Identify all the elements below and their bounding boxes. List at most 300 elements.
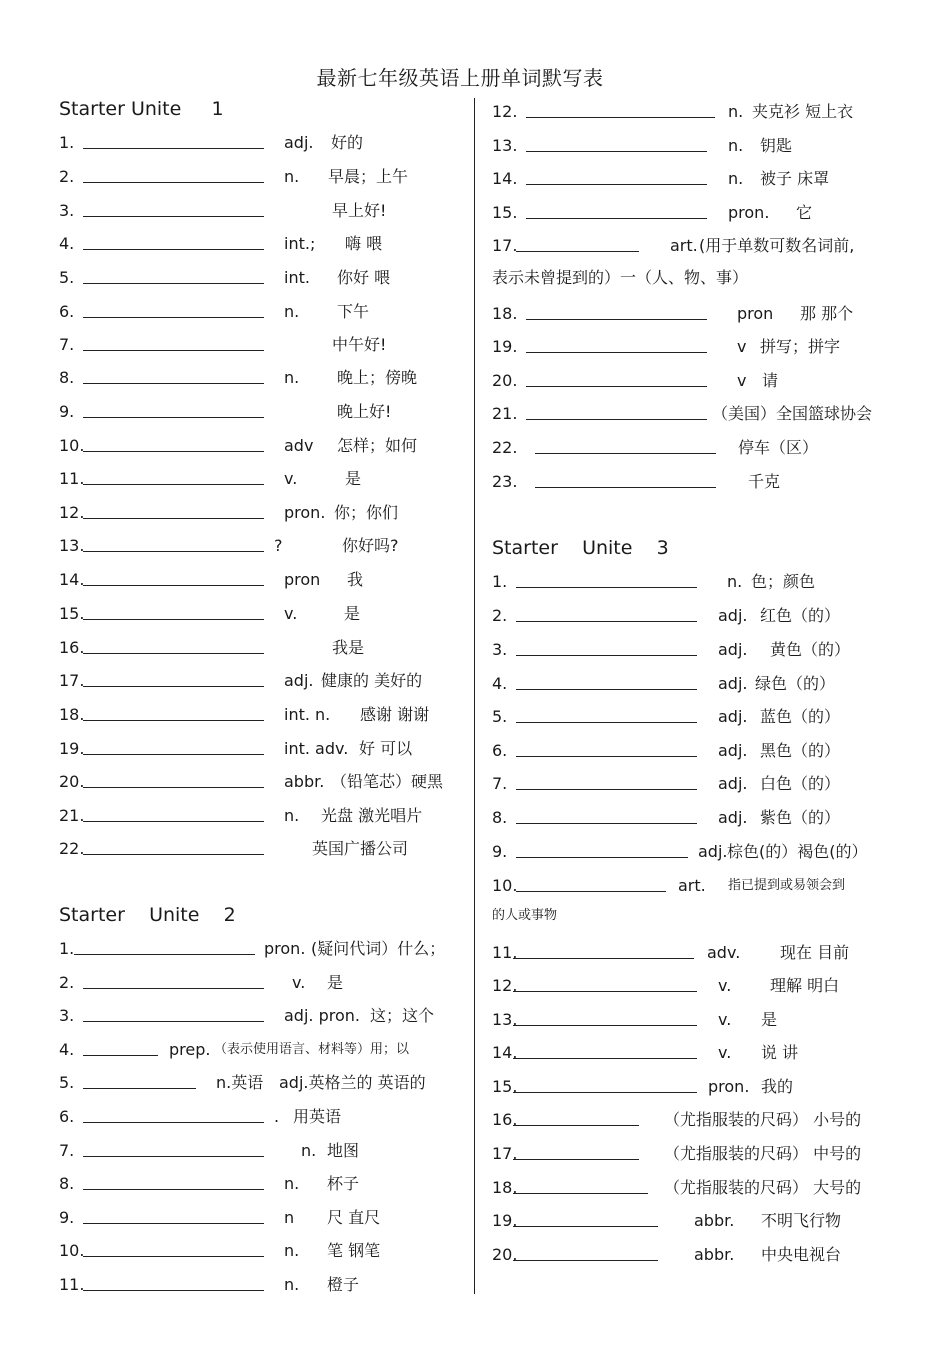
word-row [492, 1075, 912, 1099]
part-of-speech: n. [284, 167, 300, 186]
definition: 被子 床罩 [760, 169, 830, 188]
answer-blank[interactable] [83, 451, 264, 452]
part-of-speech: n. [301, 1141, 317, 1160]
definition: 夹克衫 短上衣 [752, 102, 854, 121]
item-number: 15. [492, 1077, 518, 1096]
item-number: 7. [492, 774, 508, 793]
answer-blank[interactable] [513, 1226, 658, 1227]
item-number: 14. [59, 570, 85, 589]
answer-blank[interactable] [516, 756, 697, 757]
word-row [59, 737, 464, 761]
definition: 红色（的） [760, 606, 841, 625]
answer-blank[interactable] [83, 249, 264, 250]
item-number: 8. [492, 808, 508, 827]
word-row [492, 1176, 912, 1200]
word-row [492, 806, 912, 830]
word-row [59, 669, 464, 693]
item-number: 20. [59, 772, 85, 791]
definition: （尤指服装的尺码） 大号的 [664, 1178, 862, 1197]
item-number: 1. [59, 939, 75, 958]
definition: 健康的 美好的 [321, 671, 423, 690]
word-row [59, 568, 464, 592]
part-of-speech: v [737, 371, 747, 390]
word-row [59, 1206, 464, 1230]
definition: （尤指服装的尺码） 小号的 [664, 1110, 862, 1129]
part-of-speech: pron. [728, 203, 770, 222]
definition: 笔 钢笔 [327, 1241, 381, 1260]
item-number: 13. [492, 136, 518, 155]
word-row [59, 971, 464, 995]
answer-blank[interactable] [83, 585, 264, 586]
answer-blank[interactable] [83, 283, 264, 284]
word-row [59, 1139, 464, 1163]
definition: 好的 [331, 133, 364, 152]
item-number: 12. [492, 976, 518, 995]
word-row [492, 1108, 912, 1132]
definition: 黄色（的） [770, 640, 851, 659]
item-number: 12. [492, 102, 518, 121]
definition: 拼写；拼字 [760, 337, 841, 356]
word-row [59, 199, 464, 223]
item-number: 20. [492, 1245, 518, 1264]
part-of-speech: v. [718, 1010, 732, 1029]
part-of-speech: adj. [718, 774, 748, 793]
definition: 地图 [327, 1141, 360, 1160]
answer-blank[interactable] [516, 587, 697, 588]
word-row [492, 638, 912, 662]
definition: 钥匙 [760, 136, 793, 155]
item-number: 17. [492, 236, 518, 255]
definition: 你好 喂 [337, 268, 391, 287]
item-number: 17. [59, 671, 85, 690]
word-row [492, 470, 912, 494]
answer-blank[interactable] [83, 551, 264, 552]
answer-blank[interactable] [526, 117, 715, 118]
answer-blank[interactable] [74, 954, 255, 955]
item-number: 6. [59, 302, 75, 321]
definition: 请 [762, 371, 779, 390]
definition: 英国广播公司 [312, 839, 409, 858]
part-of-speech: v [737, 337, 747, 356]
definition: 我 [347, 570, 364, 589]
item-number: 3. [59, 1006, 75, 1025]
word-row [59, 1038, 464, 1062]
word-row [492, 974, 912, 998]
answer-blank[interactable] [516, 823, 697, 824]
answer-blank[interactable] [526, 386, 707, 387]
definition: 这；这个 [370, 1006, 435, 1025]
part-of-speech: int. [284, 268, 310, 287]
definition: 你；你们 [334, 503, 399, 522]
definition: adj.英格兰的 英语的 [279, 1073, 426, 1092]
definition: 用英语 [293, 1107, 342, 1126]
answer-blank[interactable] [83, 1055, 158, 1056]
part-of-speech: n. [727, 572, 743, 591]
item-number: 14. [492, 169, 518, 188]
word-row [492, 436, 912, 460]
item-number: 22. [492, 438, 518, 457]
word-row [59, 804, 464, 828]
answer-blank[interactable] [513, 991, 697, 992]
part-of-speech: n. [284, 368, 300, 387]
part-of-speech: ? [274, 536, 283, 555]
part-of-speech: adj. pron. [284, 1006, 360, 1025]
part-of-speech: n. [728, 136, 744, 155]
definition-continued: 表示未曾提到的）一（人、物、事） [492, 268, 749, 287]
answer-blank[interactable] [83, 720, 264, 721]
answer-blank[interactable] [513, 1260, 658, 1261]
part-of-speech: prep. [169, 1040, 211, 1059]
word-row [59, 602, 464, 626]
word-row [59, 1273, 464, 1297]
definition: 好 可以 [359, 739, 413, 758]
answer-blank[interactable] [83, 754, 264, 755]
word-row [59, 636, 464, 660]
definition-continued: 的人或事物 [492, 908, 558, 923]
word-row [492, 1209, 912, 1233]
item-number: 10. [59, 1241, 85, 1260]
item-number: 8. [59, 1174, 75, 1193]
answer-blank[interactable] [526, 319, 707, 320]
item-number: 15. [492, 203, 518, 222]
part-of-speech: v. [718, 976, 732, 995]
item-number: 2. [59, 167, 75, 186]
part-of-speech: int. n. [284, 705, 331, 724]
part-of-speech: int. adv. [284, 739, 349, 758]
part-of-speech: n.英语 [216, 1073, 264, 1092]
answer-blank[interactable] [83, 1088, 196, 1089]
part-of-speech: adj. [718, 707, 748, 726]
part-of-speech: adj. [718, 808, 748, 827]
word-row [492, 941, 912, 965]
answer-blank[interactable] [83, 317, 264, 318]
word-row [59, 703, 464, 727]
answer-blank[interactable] [83, 854, 264, 855]
item-number: 1. [59, 133, 75, 152]
part-of-speech: n. [284, 806, 300, 825]
definition: 中央电视台 [761, 1245, 842, 1264]
item-number: 21. [59, 806, 85, 825]
answer-blank[interactable] [535, 453, 716, 454]
part-of-speech: n. [728, 102, 744, 121]
item-number: 2. [492, 606, 508, 625]
word-row [492, 1008, 912, 1032]
word-row [59, 400, 464, 424]
answer-blank[interactable] [535, 487, 716, 488]
answer-blank[interactable] [513, 1025, 697, 1026]
item-number: 10. [59, 436, 85, 455]
item-number: 6. [59, 1107, 75, 1126]
part-of-speech: adj. [284, 671, 314, 690]
answer-blank[interactable] [83, 216, 264, 217]
definition: 指已提到或易领会到 [728, 878, 846, 893]
word-row [492, 1243, 912, 1267]
word-row [492, 1041, 912, 1065]
word-row [59, 434, 464, 458]
item-number: 4. [59, 234, 75, 253]
item-number: 13. [492, 1010, 518, 1029]
part-of-speech: n. [728, 169, 744, 188]
word-row [492, 604, 912, 628]
part-of-speech: n. [284, 1241, 300, 1260]
answer-blank[interactable] [83, 653, 264, 654]
definition: 怎样；如何 [337, 436, 418, 455]
definition: 是 [327, 973, 344, 992]
answer-blank[interactable] [516, 251, 639, 252]
item-number: 12. [59, 503, 85, 522]
answer-blank[interactable] [83, 383, 264, 384]
answer-blank[interactable] [516, 789, 697, 790]
word-row [59, 534, 464, 558]
word-row [59, 1239, 464, 1263]
word-row [59, 837, 464, 861]
item-number: 14. [492, 1043, 518, 1062]
word-row [59, 1071, 464, 1095]
word-row [492, 234, 912, 258]
section-heading: Starter Unite 2 [59, 904, 236, 926]
answer-blank[interactable] [516, 891, 666, 892]
answer-blank[interactable] [516, 621, 697, 622]
word-row [492, 302, 912, 326]
answer-blank[interactable] [513, 1193, 648, 1194]
item-number: 21. [492, 404, 518, 423]
definition: 尺 直尺 [327, 1208, 381, 1227]
item-number: 1. [492, 572, 508, 591]
definition: 绿色（的） [755, 674, 836, 693]
word-row [492, 100, 912, 124]
definition: 晚上；傍晚 [337, 368, 418, 387]
part-of-speech: pron. [708, 1077, 750, 1096]
part-of-speech: pron [737, 304, 774, 323]
item-number: 11. [492, 943, 518, 962]
answer-blank[interactable] [526, 151, 707, 152]
answer-blank[interactable] [83, 988, 264, 989]
page-title: 最新七年级英语上册单词默写表 [316, 66, 604, 90]
definition: 感谢 谢谢 [360, 705, 430, 724]
item-number: 17. [492, 1144, 518, 1163]
item-number: 3. [59, 201, 75, 220]
part-of-speech: adj. [284, 133, 314, 152]
definition: 你好吗? [342, 536, 399, 555]
word-row [59, 131, 464, 155]
item-number: 9. [59, 1208, 75, 1227]
item-number: 13. [59, 536, 85, 555]
word-row [59, 1004, 464, 1028]
answer-blank[interactable] [83, 148, 264, 149]
answer-blank[interactable] [83, 1256, 264, 1257]
part-of-speech: pron. [284, 503, 326, 522]
definition: 光盘 激光唱片 [321, 806, 423, 825]
answer-blank[interactable] [83, 1290, 264, 1291]
part-of-speech: n. [284, 302, 300, 321]
part-of-speech: n [284, 1208, 295, 1227]
answer-blank[interactable] [83, 821, 264, 822]
answer-blank[interactable] [516, 857, 688, 858]
part-of-speech: adv [284, 436, 314, 455]
definition: 停车（区） [738, 438, 819, 457]
answer-blank[interactable] [83, 484, 264, 485]
part-of-speech: adj. [718, 741, 748, 760]
word-row [59, 300, 464, 324]
definition: 早上好! [332, 201, 387, 220]
definition: 橙子 [327, 1275, 360, 1294]
answer-blank[interactable] [526, 184, 707, 185]
item-number: 18. [492, 1178, 518, 1197]
item-number: 3. [492, 640, 508, 659]
definition: 色；颜色 [751, 572, 816, 591]
definition: 它 [796, 203, 813, 222]
definition: 现在 目前 [780, 943, 850, 962]
part-of-speech: v. [284, 604, 298, 623]
answer-blank[interactable] [516, 722, 697, 723]
word-row [492, 1142, 912, 1166]
answer-blank[interactable] [83, 182, 264, 183]
item-number: 15. [59, 604, 85, 623]
item-number: 5. [59, 1073, 75, 1092]
definition: （表示使用语言、材料等）用；以 [214, 1042, 410, 1057]
definition: (用于单数可数名词前, [699, 236, 855, 255]
word-row [59, 1172, 464, 1196]
definition: 我的 [761, 1077, 794, 1096]
item-number: 6. [492, 741, 508, 760]
part-of-speech: abbr. [694, 1245, 735, 1264]
part-of-speech: int.; [284, 234, 316, 253]
word-row [492, 570, 912, 594]
section-heading: Starter Unite 3 [492, 537, 669, 559]
part-of-speech: n. [284, 1174, 300, 1193]
word-row [492, 874, 912, 898]
answer-blank[interactable] [516, 655, 697, 656]
word-row [59, 232, 464, 256]
answer-blank[interactable] [513, 958, 694, 959]
word-row [59, 770, 464, 794]
item-number: 4. [492, 674, 508, 693]
item-number: 11. [59, 1275, 85, 1294]
definition: 杯子 [327, 1174, 360, 1193]
word-row [59, 366, 464, 390]
item-number: 7. [59, 335, 75, 354]
word-row [59, 266, 464, 290]
answer-blank[interactable] [83, 1189, 264, 1190]
answer-blank[interactable] [83, 787, 264, 788]
part-of-speech: adv. [707, 943, 741, 962]
answer-blank[interactable] [83, 1156, 264, 1157]
item-number: 18. [59, 705, 85, 724]
column-divider [474, 98, 475, 1294]
item-number: 11. [59, 469, 85, 488]
answer-blank[interactable] [526, 419, 707, 420]
part-of-speech: n. [284, 1275, 300, 1294]
answer-blank[interactable] [83, 1122, 264, 1123]
word-row [59, 501, 464, 525]
part-of-speech: v. [292, 973, 306, 992]
definition: （尤指服装的尺码） 中号的 [664, 1144, 862, 1163]
definition: （美国）全国篮球协会 [712, 404, 873, 423]
answer-blank[interactable] [83, 518, 264, 519]
answer-blank[interactable] [83, 1223, 264, 1224]
part-of-speech: . [274, 1107, 280, 1126]
part-of-speech: pron. [264, 939, 306, 958]
answer-blank[interactable] [516, 689, 697, 690]
word-row [492, 705, 912, 729]
answer-blank[interactable] [513, 1058, 697, 1059]
word-row [492, 840, 912, 864]
answer-blank[interactable] [83, 686, 264, 687]
definition: 嗨 喂 [345, 234, 383, 253]
answer-blank[interactable] [526, 352, 707, 353]
answer-blank[interactable] [83, 417, 264, 418]
definition: 不明飞行物 [761, 1211, 842, 1230]
word-row [492, 201, 912, 225]
definition: 黑色（的） [760, 741, 841, 760]
section-heading: Starter Unite 1 [59, 98, 224, 120]
definition: 棕色(的）褐色(的） [727, 842, 868, 861]
item-number: 19. [492, 1211, 518, 1230]
word-row [59, 333, 464, 357]
word-row [492, 402, 912, 426]
item-number: 19. [59, 739, 85, 758]
definition: 千克 [748, 472, 781, 491]
word-row [492, 772, 912, 796]
item-number: 20. [492, 371, 518, 390]
answer-blank[interactable] [526, 218, 707, 219]
definition: （铅笔芯）硬黑 [331, 772, 444, 791]
item-number: 9. [492, 842, 508, 861]
word-row [59, 937, 464, 961]
word-row [492, 134, 912, 158]
answer-blank[interactable] [83, 619, 264, 620]
answer-blank[interactable] [83, 350, 264, 351]
definition: 是 [344, 604, 361, 623]
definition: 紫色（的） [760, 808, 841, 827]
item-number: 5. [59, 268, 75, 287]
word-row [59, 1105, 464, 1129]
part-of-speech: adj. [698, 842, 728, 861]
part-of-speech: v. [284, 469, 298, 488]
word-row [492, 167, 912, 191]
item-number: 2. [59, 973, 75, 992]
part-of-speech: adj. [718, 640, 748, 659]
answer-blank[interactable] [513, 1159, 639, 1160]
answer-blank[interactable] [513, 1092, 697, 1093]
definition: 早晨；上午 [328, 167, 409, 186]
part-of-speech: art. [678, 876, 706, 895]
item-number: 22. [59, 839, 85, 858]
part-of-speech: adj. [718, 606, 748, 625]
definition: 是 [345, 469, 362, 488]
answer-blank[interactable] [513, 1125, 639, 1126]
part-of-speech: art. [670, 236, 698, 255]
part-of-speech: abbr. [284, 772, 325, 791]
item-number: 9. [59, 402, 75, 421]
word-row [492, 369, 912, 393]
item-number: 8. [59, 368, 75, 387]
answer-blank[interactable] [83, 1021, 264, 1022]
word-row [59, 165, 464, 189]
item-number: 19. [492, 337, 518, 356]
item-number: 7. [59, 1141, 75, 1160]
definition: 我是 [332, 638, 365, 657]
item-number: 18. [492, 304, 518, 323]
item-number: 23. [492, 472, 518, 491]
definition: (疑问代词）什么； [311, 939, 446, 958]
part-of-speech: adj. [718, 674, 748, 693]
definition: 蓝色（的） [760, 707, 841, 726]
item-number: 16. [59, 638, 85, 657]
word-row [492, 739, 912, 763]
definition: 晚上好! [337, 402, 392, 421]
definition: 是 [761, 1010, 778, 1029]
